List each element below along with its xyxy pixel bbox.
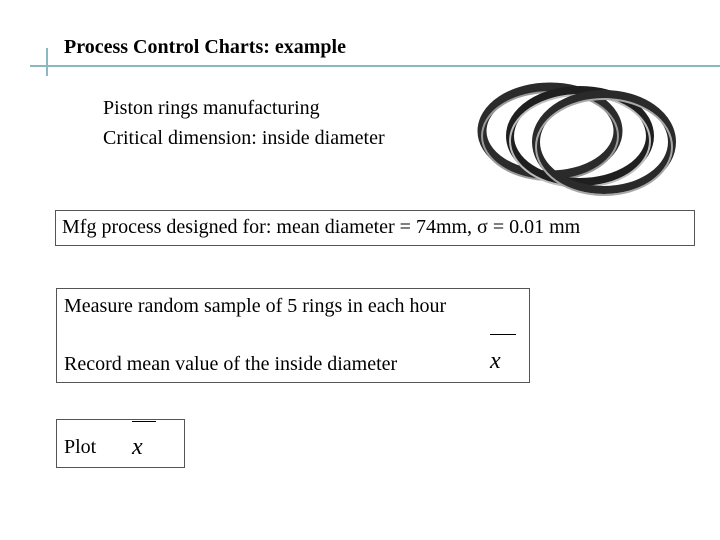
plot-box — [56, 419, 185, 468]
xbar-symbol: x — [490, 348, 501, 374]
design-spec-box — [55, 210, 695, 246]
intro-line-1: Piston rings manufacturing — [103, 97, 320, 119]
piston-rings-photo — [472, 76, 680, 202]
measure-text: Measure random sample of 5 rings in each hour — [64, 295, 447, 317]
title-rule-horizontal — [30, 65, 720, 67]
plot-xbar-overline — [132, 421, 156, 422]
sampling-box — [56, 288, 530, 383]
intro-line-2: Critical dimension: inside diameter — [103, 127, 385, 149]
plot-xbar-symbol: x — [132, 434, 143, 460]
plot-text: Plot — [64, 436, 97, 458]
xbar-overline — [490, 334, 516, 335]
title-rule-vertical — [46, 48, 48, 76]
design-spec-text: Mfg process designed for: mean diameter = 74mm, σ = 0.01 mm — [62, 216, 581, 238]
record-text: Record mean value of the inside diameter — [64, 353, 398, 375]
slide-title: Process Control Charts: example — [64, 36, 346, 58]
